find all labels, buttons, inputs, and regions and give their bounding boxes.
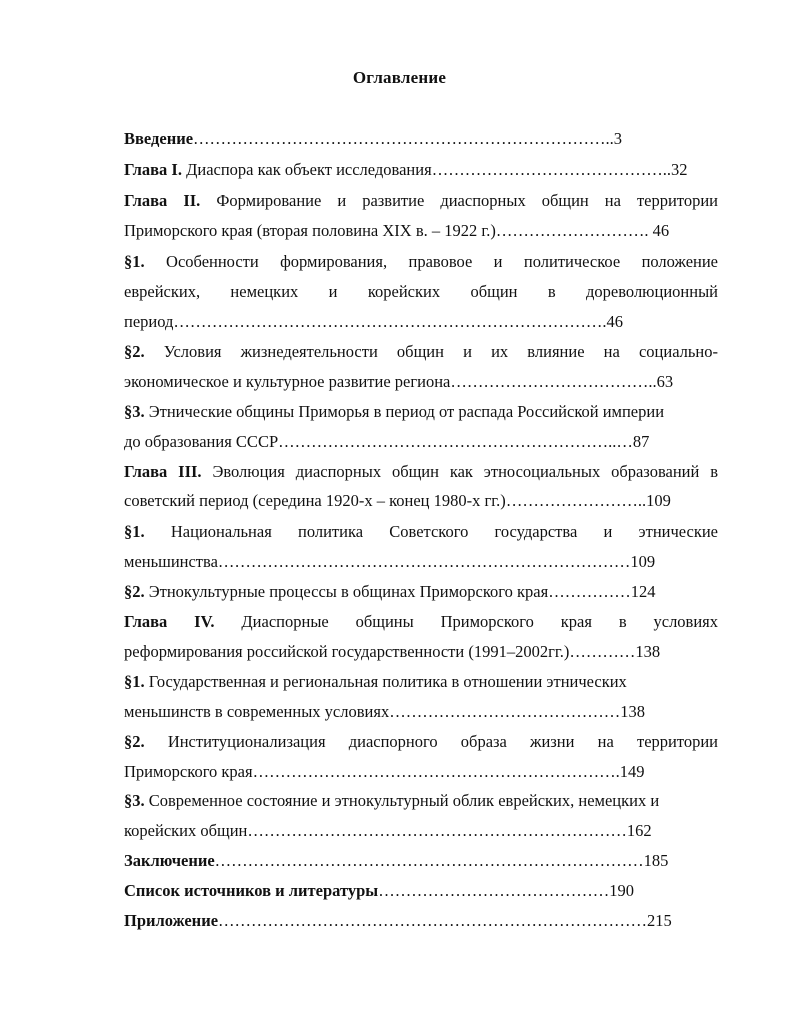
toc-entry-title: Введение [124,129,194,148]
toc-page-number: 3 [613,129,623,148]
toc-entry-ch2-sec-3-line-2 [124,432,649,452]
toc-entry-title: меньшинства [124,552,218,571]
toc-entry-title: Формирование и развитие диаспорных общин на территории [216,191,718,210]
toc-entry-ch2-sec-3-line-1 [124,402,664,422]
toc-entry-ch4-sec-2-line-1 [124,732,718,752]
toc-entry-ch4-sec-2-line-2 [124,762,644,782]
toc-page-number: 124 [630,582,656,601]
toc-entry-label: §2. [124,732,145,751]
page-title: Оглавление [352,68,447,87]
toc-page-number: 109 [630,552,656,571]
toc-entry-conclusion [124,851,668,871]
toc-page-number: 87 [632,432,650,451]
toc-entry-label: Глава IV. [124,612,215,631]
toc-entry-title: Современное состояние и этнокультурный облик еврейских, немецких и [148,791,660,810]
toc-entry-title: Список источников и литературы [124,881,379,900]
toc-entry-ch4-sec-1-line-2 [124,702,645,722]
toc-entry-chapter-4-line-1 [124,612,718,632]
toc-entry-label: §1. [124,672,145,691]
toc-entry-ch3-sec-1-line-1 [124,522,718,542]
toc-leader: ……………………………….. [450,372,657,391]
toc-entry-label: Глава I. [124,160,182,179]
toc-entry-label: Глава II. [124,191,201,210]
toc-entry-title: реформирования российской государственности (1991–2002гг.) [124,642,570,661]
toc-leader: …………………………………………………………… [247,821,627,840]
toc-entry-label: Глава III. [124,462,202,481]
toc-entry-title: экономическое и культурное развитие региона [124,372,451,391]
toc-entry-title: Приморского края (вторая половина XIX в. – 1922 г.) [124,221,496,240]
toc-page-number: 162 [626,821,652,840]
toc-entry-title: Диаспора как объект исследования [181,160,432,179]
toc-leader: …………………………………… [378,881,610,900]
toc-entry-label: §1. [124,252,145,271]
toc-entry-title: Условия жизнедеятельности общин и их влияние на социально- [163,342,718,361]
toc-entry-title: Этнокультурные процессы в общинах Приморского края [144,582,549,601]
toc-page-number: 32 [670,160,688,179]
toc-leader: ……………………………………………………………………. [173,312,607,331]
toc-leader: …………… [548,582,631,601]
toc-leader: …………………………………………………………………… [214,851,644,870]
toc-page-number: 63 [656,372,674,391]
toc-leader: …………………….. [505,491,647,510]
toc-entry-appendix [124,911,672,931]
toc-entry-ch2-sec-2-line-1 [124,342,718,362]
toc-leader: ………………………………………………………………… [217,552,631,571]
toc-entry-ch4-sec-1-line-1 [124,672,627,692]
toc-entry-chapter-2-line-1 [124,191,718,211]
toc-page-number: 149 [619,762,645,781]
toc-entry-title: до образования СССР [124,432,279,451]
toc-entry-ch2-sec-1-line-1 [124,252,718,272]
toc-entry-title: Институционализация диаспорного образа жизни на территории [167,732,718,751]
toc-page-number: 185 [643,851,669,870]
toc-entry-title: Заключение [124,851,215,870]
toc-entry-introduction [124,129,622,149]
toc-leader: ………………………. [495,221,649,240]
toc-entry-title: Приморского края [124,762,253,781]
toc-entry-ch2-sec-2-line-2 [124,372,673,392]
toc-entry-bibliography [124,881,634,901]
toc-entry-title: корейских общин [124,821,248,840]
toc-page-number: 138 [635,642,661,661]
toc-entry-title: Национальная политика Советского государства и этнические [170,522,719,541]
toc-page-number: 190 [609,881,634,900]
toc-entry-title: Этнические общины Приморья в период от распада Российской империи [148,402,665,421]
toc-entry-title: Особенности формирования, правовое и политическое положение [166,252,718,271]
toc-page-number: 46 [652,221,670,240]
toc-entry-title: Эволюция диаспорных общин как этносоциальных образований в [212,462,718,481]
toc-entry-title: период [124,312,174,331]
toc-entry-label: §2. [124,342,145,361]
toc-leader: …………………………………… [389,702,621,721]
toc-entry-chapter-3-line-2 [124,491,671,511]
toc-entry-title: Диаспорные общины Приморского края в условиях [241,612,719,631]
toc-entry-label: §2. [124,582,145,601]
toc-entry-title: еврейских, немецких и корейских общин в дореволюционный [124,282,718,301]
toc-entry-title: меньшинств в современных условиях [124,702,390,721]
toc-leader: ……………………………………………………..… [278,432,633,451]
toc-leader: …………………………………………………………………… [218,911,648,930]
toc-leader: …………………………………….. [431,160,671,179]
toc-leader: ………………………………………………………………….. [193,129,614,148]
toc-leader: ………… [569,642,636,661]
toc-page-number: 138 [620,702,645,721]
toc-page-number: 46 [606,312,624,331]
toc-entry-chapter-1 [124,160,687,180]
toc-entry-title: Приложение [124,911,219,930]
toc-entry-ch4-sec-3-line-1 [124,791,659,811]
toc-page-number: 109 [646,491,671,510]
toc-entry-chapter-3-line-1 [124,462,718,482]
toc-entry-ch4-sec-3-line-2 [124,821,652,841]
toc-entry-chapter-2-line-2 [124,221,669,241]
toc-entry-label: §3. [124,402,145,421]
toc-entry-title: советский период (середина 1920-х – конец 1980-х гг.) [124,491,506,510]
toc-entry-ch3-sec-2 [124,582,655,602]
toc-entry-chapter-4-line-2 [124,642,660,662]
toc-entry-label: §3. [124,791,145,810]
toc-page-number: 215 [647,911,672,930]
toc-entry-label: §1. [124,522,145,541]
toc-entry-ch2-sec-1-line-2 [124,282,718,302]
toc-entry-title: Государственная и региональная политика в отношении этнических [148,672,627,691]
toc-entry-ch3-sec-1-line-2 [124,552,655,572]
toc-entry-ch2-sec-1-line-3 [124,312,623,332]
toc-leader: …………………………………………………………. [252,762,620,781]
